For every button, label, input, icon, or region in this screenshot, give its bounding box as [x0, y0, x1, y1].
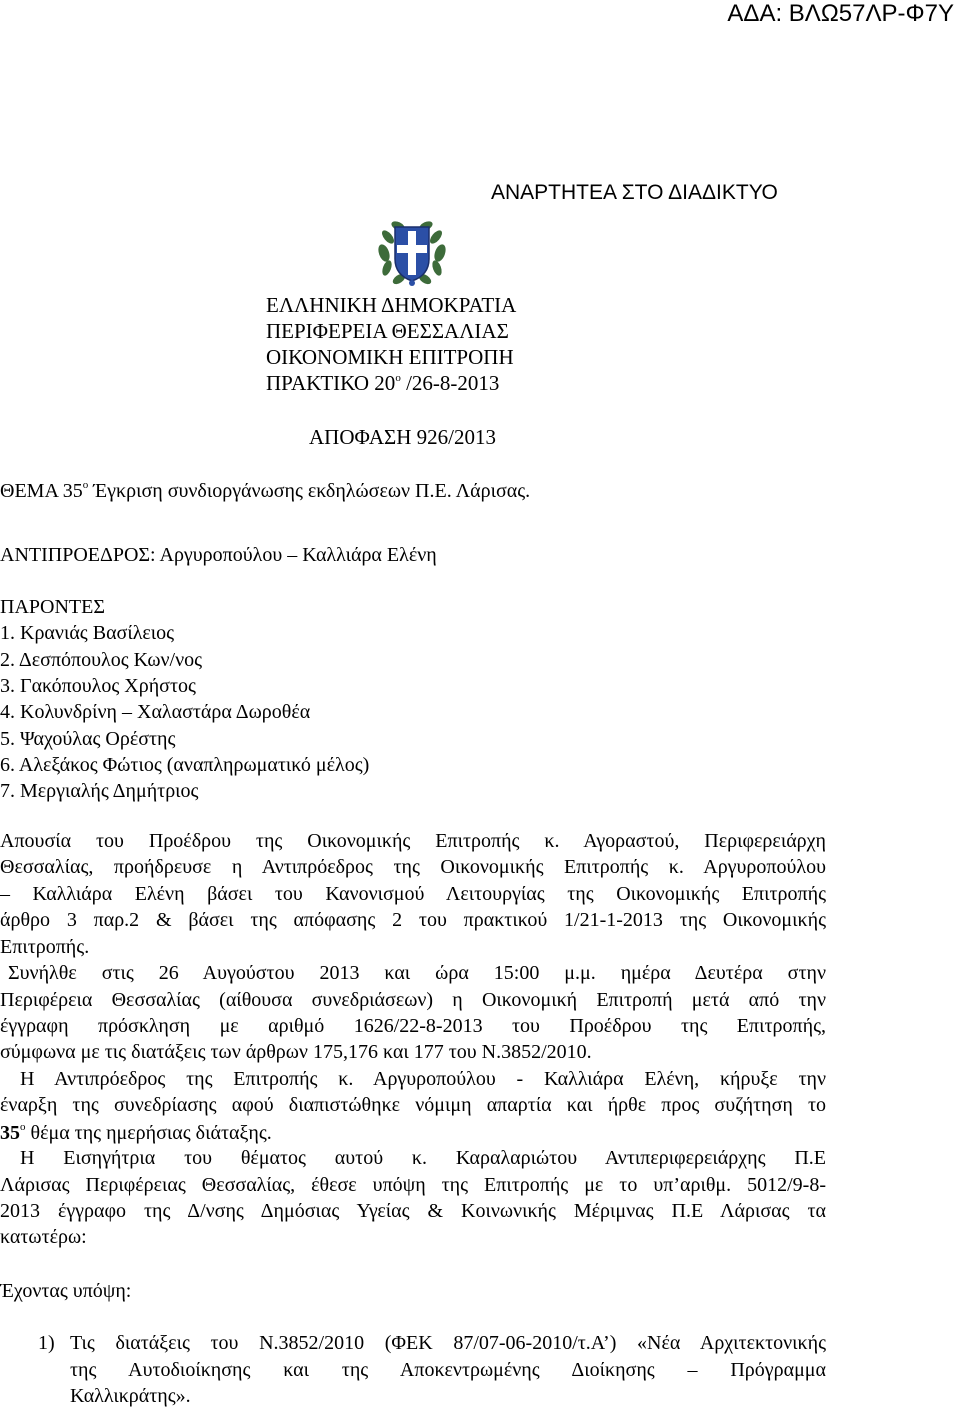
paragraph-meeting-line-2: Περιφέρεια Θεσσαλίας (αίθουσα συνεδριάσεων) η Οικονομική Επιτροπή μετά από την	[0, 989, 826, 1011]
paragraph-rapporteur-line-1: Η Εισηγήτρια του θέματος αυτού κ. Καραλαριώτου Αντιπεριφερειάρχης Π.Ε	[20, 1147, 826, 1169]
list-item: 5. Ψαχούλας Ορέστης	[0, 728, 176, 750]
paragraph-rapporteur-line-4: κατωτέρω:	[0, 1226, 87, 1248]
vice-president: ΑΝΤΙΠΡΟΕΔΡΟΣ: Αργυροπούλου – Καλλιάρα Ελένη	[0, 544, 437, 566]
item-line-2: της Αυτοδιοίκησης και της Αποκεντρωμένης Διοίκησης – Πρόγραμμα	[70, 1359, 826, 1381]
header-region: ΠΕΡΙΦΕΡΕΙΑ ΘΕΣΣΑΛΙΑΣ	[266, 319, 509, 343]
ada-code: ΑΔΑ: ΒΛΩ57ΛΡ-Φ7Υ	[727, 0, 954, 27]
list-item: 2. Δεσπόπουλος Κων/νος	[0, 649, 203, 671]
decision-number: ΑΠΟΦΑΣΗ 926/2013	[309, 425, 496, 449]
header-minutes: ΠΡΑΚΤΙΚΟ $20^o$ /26-8-2013	[266, 371, 500, 395]
paragraph-rapporteur-line-3: 2013 έγγραφο της Δ/νσης Δημόσιας Υγείας & Κοινωνικής Μέριμνας Π.Ε Λάρισας τα	[0, 1200, 826, 1222]
paragraph-rapporteur-line-2: Λάρισας Περιφέρειας Θεσσαλίας, έθεσε υπόψη της Επιτροπής με το υπ’αριθμ. 5012/9-8-	[0, 1174, 826, 1196]
publish-notice: ΑΝΑΡΤΗΤΕΑ ΣΤΟ ΔΙΑΔΙΚΤΥΟ	[491, 181, 778, 204]
list-item: 6. Αλεξάκος Φώτιος (αναπληρωματικό μέλος)	[0, 754, 370, 776]
item-line-1: Τις διατάξεις του Ν.3852/2010 (ΦΕΚ 87/07-06-2010/τ.Α’) «Νέα Αρχιτεκτονικής	[70, 1332, 826, 1354]
list-item: 1. Κρανιάς Βασίλειος	[0, 622, 175, 644]
paragraph-meeting-line-4: σύμφωνα με τις διατάξεις των άρθρων 175,176 και 177 του Ν.3852/2010.	[0, 1041, 592, 1063]
subject: ΘΕΜΑ $35^o$ Έγκριση συνδιοργάνωσης εκδηλώσεων Π.Ε. Λάρισας.	[0, 479, 531, 502]
paragraph-meeting-line-3: έγγραφη πρόσκληση με αριθμό 1626/22-8-2013 του Προέδρου της Επιτροπής,	[0, 1015, 826, 1037]
paragraph-absence-line-5: Επιτροπής.	[0, 936, 90, 958]
header-committee: ΟΙΚΟΝΟΜΙΚΗ ΕΠΙΤΡΟΠΗ	[266, 345, 514, 369]
greek-emblem-icon	[372, 209, 452, 289]
paragraph-opening-line-2: έναρξη της συνεδρίασης αφού διαπιστώθηκε νόμιμη απαρτία και ήρθε προς συζήτηση το	[0, 1094, 826, 1116]
paragraph-opening-line-1: Η Αντιπρόεδρος της Επιτροπής κ. Αργυροπούλου - Καλλιάρα Ελένη, κήρυξε την	[20, 1068, 826, 1090]
paragraph-absence-line-3: – Καλλιάρα Ελένη βάσει του Κανονισμού Λειτουργίας της Οικονομικής Επιτροπής	[0, 883, 826, 905]
paragraph-absence-line-4: άρθρο 3 παρ.2 & βάσει της απόφασης 2 του πρακτικού 1/21-1-2013 της Οικονομικής	[0, 909, 826, 931]
header-republic: ΕΛΛΗΝΙΚΗ ΔΗΜΟΚΡΑΤΙΑ	[266, 293, 517, 317]
present-heading: ΠΑΡΟΝΤΕΣ	[0, 596, 105, 618]
paragraph-absence-line-1: Απουσία του Προέδρου της Οικονομικής Επιτροπής κ. Αγοραστού, Περιφερειάρχη	[0, 830, 826, 852]
list-item: 4. Κολυνδρίνη – Χαλαστάρα Δωροθέα	[0, 701, 311, 723]
item-number: 1)	[38, 1332, 55, 1354]
list-item: 3. Γακόπουλος Χρήστος	[0, 675, 196, 697]
paragraph-absence-line-2: Θεσσαλίας, προήδρευσε η Αντιπρόεδρος της Οικονομικής Επιτροπής κ. Αργυροπούλου	[0, 856, 826, 878]
paragraph-meeting-line-1: Συνήλθε στις 26 Αυγούστου 2013 και ώρα 15:00 μ.μ. ημέρα Δευτέρα στην	[8, 962, 826, 984]
list-item: 7. Μεργιαλής Δημήτριος	[0, 780, 199, 802]
considering-heading: Έχοντας υπόψη:	[0, 1280, 132, 1302]
paragraph-opening-line-3: $35^o$ θέμα της ημερήσιας διάταξης.	[0, 1121, 272, 1144]
item-line-3: Καλλικράτης».	[70, 1385, 191, 1407]
